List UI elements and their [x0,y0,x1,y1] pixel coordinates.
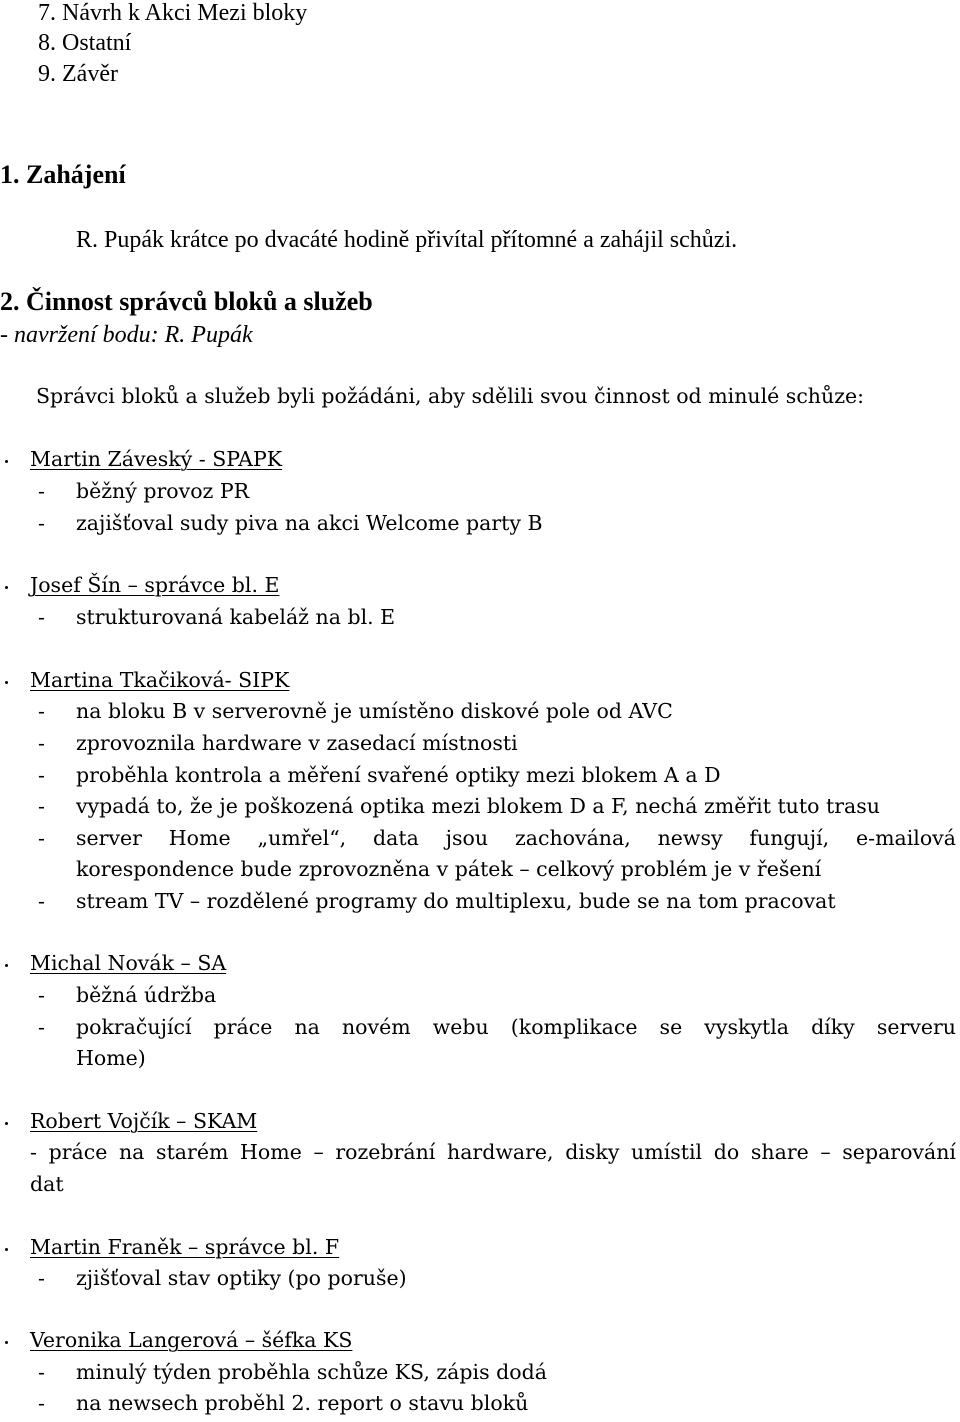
list-item: na bloku B v serverovně je umístěno diskové pole od AVC [76,699,673,723]
bullet [5,1248,8,1251]
list-item-continuation: Home) [76,1046,146,1070]
person-name: Martina Tkačiková- SIPK [30,668,290,692]
list-item: - práce na starém Home – rozebrání hardware, disky umístil do share – separování [30,1140,956,1164]
intro-paragraph: Správci bloků a služeb byli požádáni, aby sdělili svou činnost od minulé schůze: [36,384,865,408]
person-name: Veronika Langerová – šéfka KS [30,1328,353,1352]
list-item: na newsech proběhl 2. report o stavu bloků [76,1391,529,1415]
dash: - [38,826,45,850]
person-name: Martin Franěk – správce bl. F [30,1235,340,1259]
dash: - [38,511,45,535]
dash: - [38,889,45,913]
list-item-continuation: korespondence bude zprovozněna v pátek – celkový problém je v řešení [76,857,822,881]
dash: - [38,699,45,723]
dash: - [38,763,45,787]
bullet [5,1122,8,1125]
dash: - [38,1391,45,1415]
paragraph: R. Pupák krátce po dvacáté hodině přivítal přítomné a zahájil schůzi. [76,227,738,253]
toc-item: 7. Návrh k Akci Mezi bloky [38,0,308,26]
dash: - [38,731,45,755]
list-item: vypadá to, že je poškozená optika mezi blokem D a F, nechá změřit tuto trasu [76,794,880,818]
section-heading: 1. Zahájení [0,160,126,189]
list-item: proběhla kontrola a měření svařené optiky mezi blokem A a D [76,763,721,787]
person-name: Josef Šín – správce bl. E [30,573,280,597]
dash: - [38,1266,45,1290]
list-item: zprovoznila hardware v zasedací místnosti [76,731,518,755]
list-item-continuation: dat [30,1172,64,1196]
person-name: Michal Novák – SA [30,951,227,975]
dash: - [38,605,45,629]
section-heading: 2. Činnost správců bloků a služeb [0,287,373,316]
list-item: běžná údržba [76,983,217,1007]
dash: - [38,1015,45,1039]
list-item: minulý týden proběhla schůze KS, zápis dodá [76,1360,547,1384]
list-item: zjišťoval stav optiky (po poruše) [76,1266,407,1290]
list-item: server Home „umřel“, data jsou zachována, newsy fungují, e-mailová [76,826,956,850]
toc-item: 8. Ostatní [38,30,132,56]
bullet [5,681,8,684]
dash: - [38,479,45,503]
list-item: běžný provoz PR [76,479,250,503]
person-name: Robert Vojčík – SKAM [30,1109,258,1133]
dash: - [38,794,45,818]
bullet [5,964,8,967]
dash: - [38,983,45,1007]
toc-item: 9. Závěr [38,61,118,87]
list-item: stream TV – rozdělené programy do multiplexu, bude se na tom pracovat [76,889,836,913]
list-item: strukturovaná kabeláž na bl. E [76,605,396,629]
bullet [5,1341,8,1344]
bullet [5,460,8,463]
bullet [5,586,8,589]
proposer-note: - navržení bodu: R. Pupák [0,322,253,348]
list-item: zajišťoval sudy piva na akci Welcome party B [76,511,543,535]
list-item: pokračující práce na novém webu (komplikace se vyskytla díky serveru [76,1015,956,1039]
person-name: Martin Záveský - SPAPK [30,447,283,471]
dash: - [38,1360,45,1384]
